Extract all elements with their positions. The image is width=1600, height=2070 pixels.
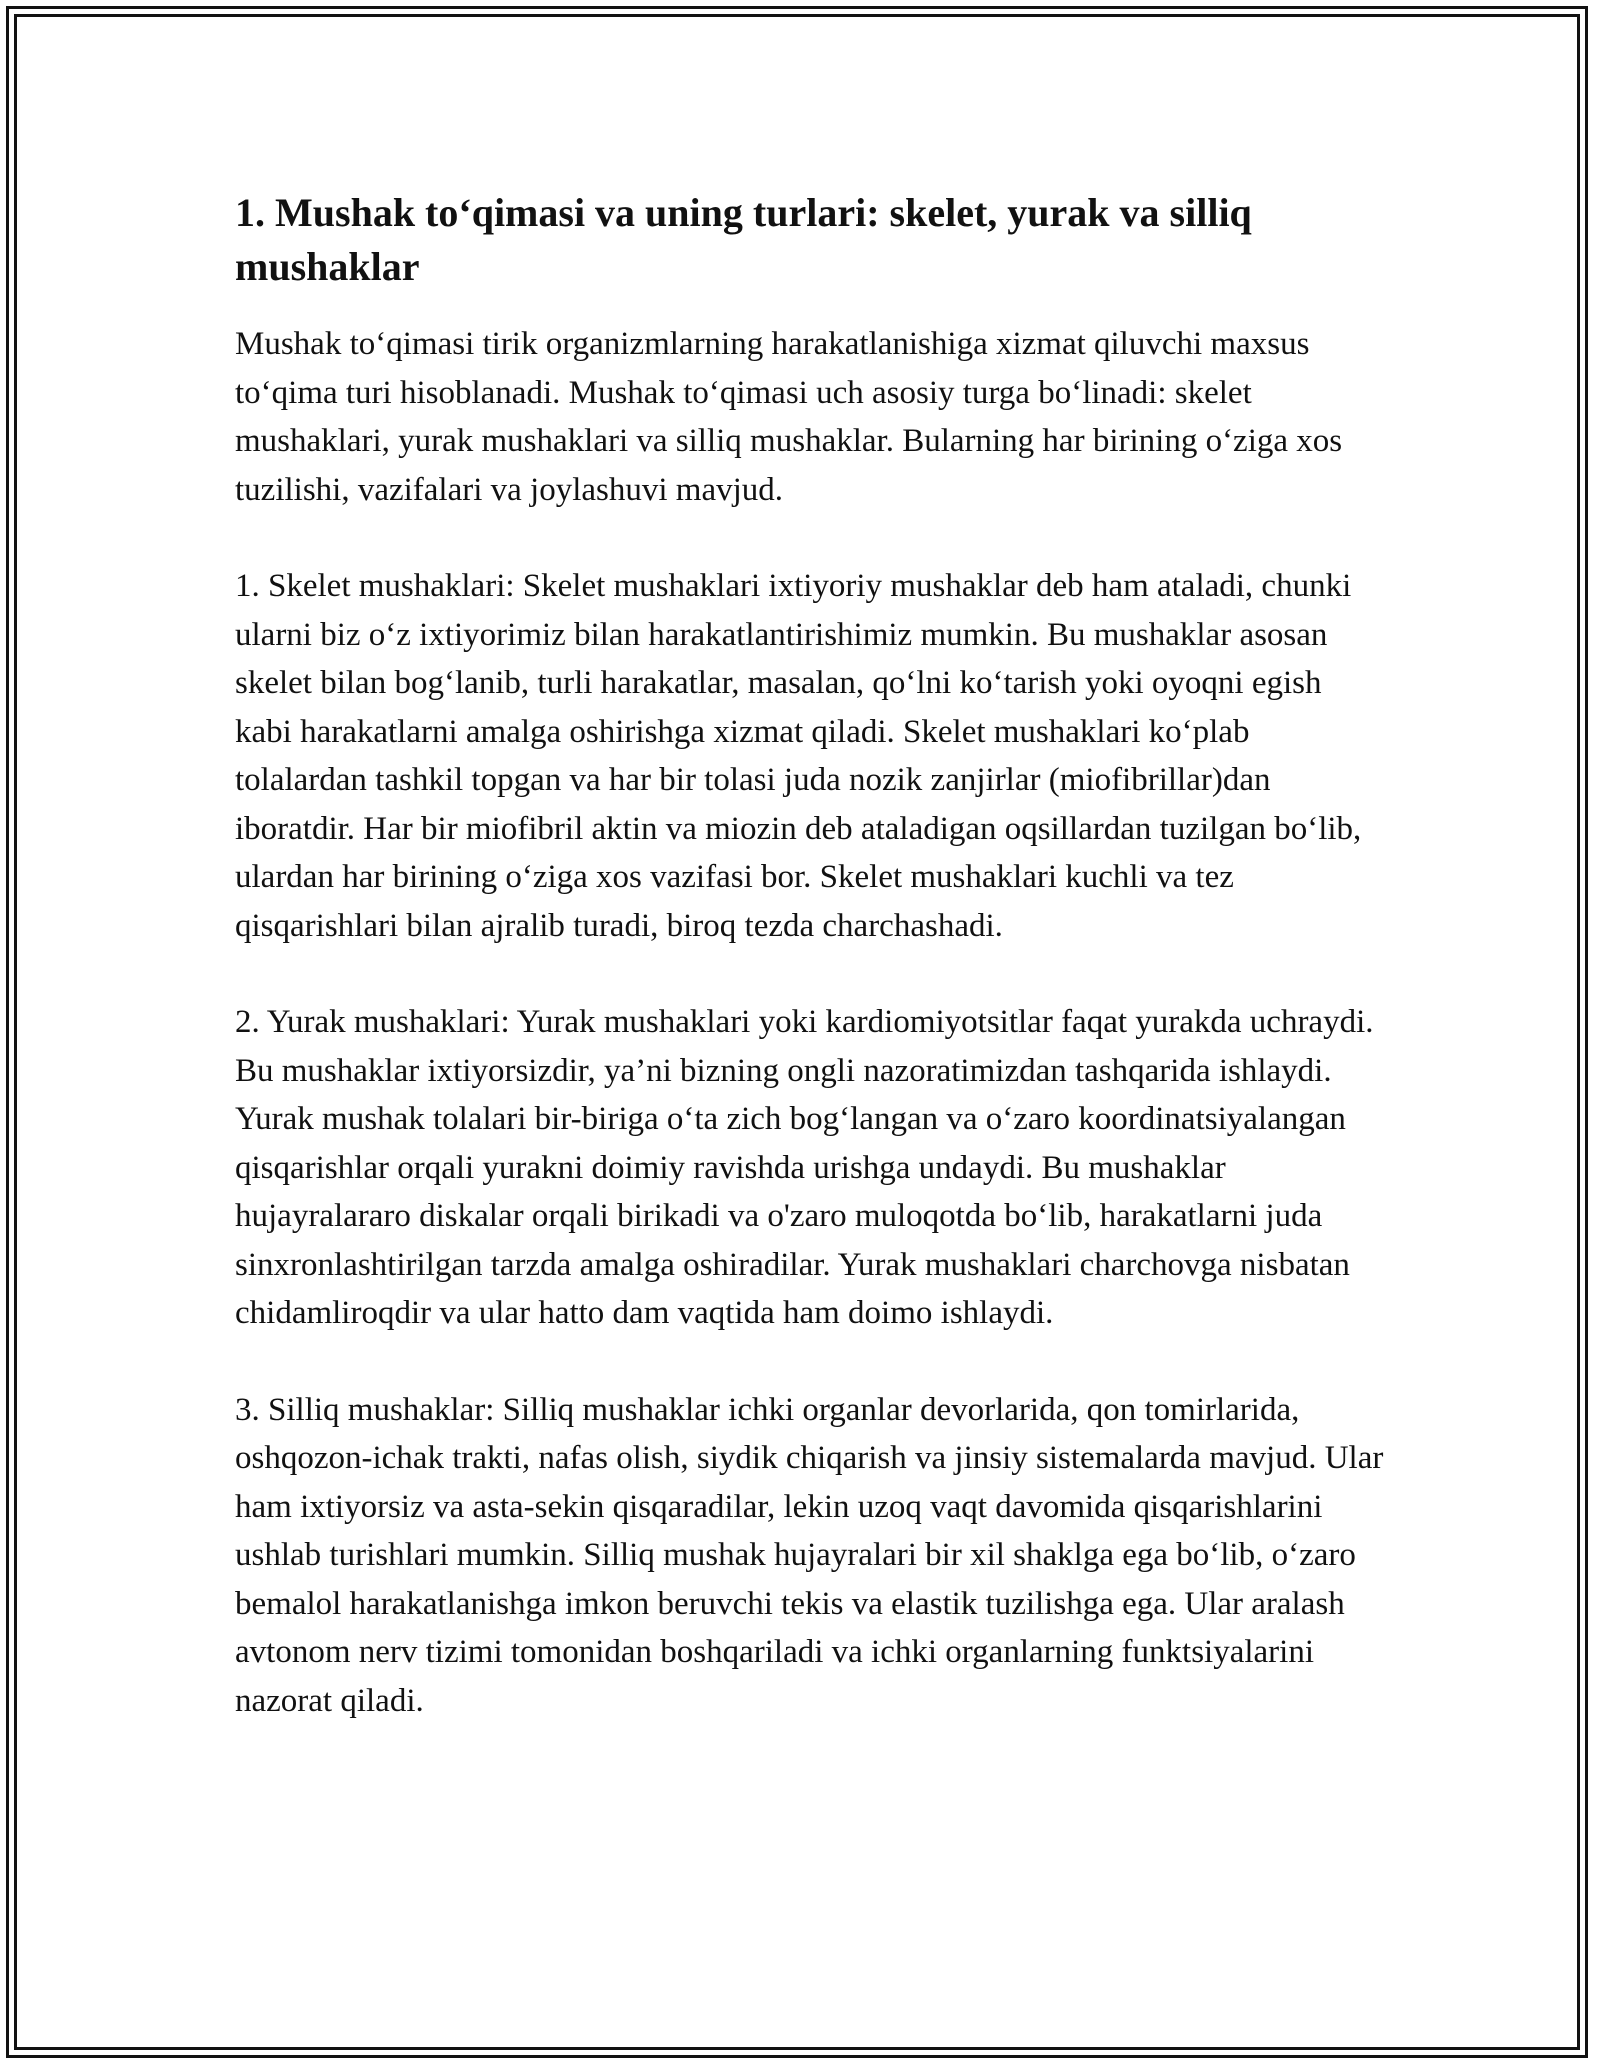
cardiac-muscle-paragraph: 2. Yurak mushaklari: Yurak mushaklari yoki kardiomiyotsitlar faqat yurakda uchraydi. Bu mushaklar ixtiyorsizdir, ya’ni bizning ongli nazoratimizdan tashqarida ishlaydi. Yurak mushak tolalari bir-biriga o‘ta zich bog‘langan va o‘zaro koordinatsiyalangan qisqarishlar orqali yurakni doimiy ravishda urishga undaydi. Bu mushaklar hujayralararo diskalar orqali birikadi va o'zaro muloqotda bo‘lib, harakatlarni juda sinxronlashtirilgan tarzda amalga oshiradilar. Yurak mushaklari charchovga nisbatan chidamliroqdir va ular hatto dam vaqtida ham doimo ishlaydi. <box>235 1004 1374 1331</box>
skeletal-muscle-paragraph: 1. Skelet mushaklari: Skelet mushaklari ixtiyoriy mushaklar deb ham ataladi, chunki ularni biz o‘z ixtiyorimiz bilan harakatlantirishimiz mumkin. Bu mushaklar asosan skelet bilan bog‘lanib, turli harakatlar, masalan, qo‘lni ko‘tarish yoki oyoqni egish kabi harakatlarni amalga oshirishga xizmat qiladi. Skelet mushaklari ko‘plab tolalardan tashkil topgan va har bir tolasi juda nozik zanjirlar (miofibrillar)dan iboratdir. Har bir miofibril aktin va miozin deb ataladigan oqsillardan tuzilgan bo‘lib, ulardan har birining o‘ziga xos vazifasi bor. Skelet mushaklari kuchli va tez qisqarishlari bilan ajralib turadi, biroq tezda charchashadi. <box>235 568 1362 944</box>
smooth-muscle-paragraph: 3. Silliq mushaklar: Silliq mushaklar ichki organlar devorlarida, qon tomirlarida, oshqozon-ichak trakti, nafas olish, siydik chiqarish va jinsiy sistemalarda mavjud. Ular ham ixtiyorsiz va asta-sekin qisqaradilar, lekin uzoq vaqt davomida qisqarishlarini ushlab turishlari mumkin. Silliq mushak hujayralari bir xil shaklga ega bo‘lib, o‘zaro bemalol harakatlanishga imkon beruvchi tekis va elastik tuzilishga ega. Ular aralash avtonom nerv tizimi tomonidan boshqariladi va ichki organlarning funktsiyalarini nazorat qiladi. <box>235 1391 1384 1719</box>
document-body <box>235 186 1385 1773</box>
intro-paragraph: Mushak to‘qimasi tirik organizmlarning harakatlanishiga xizmat qiluvchi maxsus to‘qima turi hisoblanadi. Mushak to‘qimasi uch asosiy turga bo‘linadi: skelet mushaklari, yurak mushaklari va silliq mushaklar. Bularning har birining o‘ziga xos tuzilishi, vazifalari va joylashuvi mavjud. <box>235 326 1343 508</box>
document-title: 1. Mushak to‘qimasi va uning turlari: skelet, yurak va silliq mushaklar <box>235 190 1252 289</box>
